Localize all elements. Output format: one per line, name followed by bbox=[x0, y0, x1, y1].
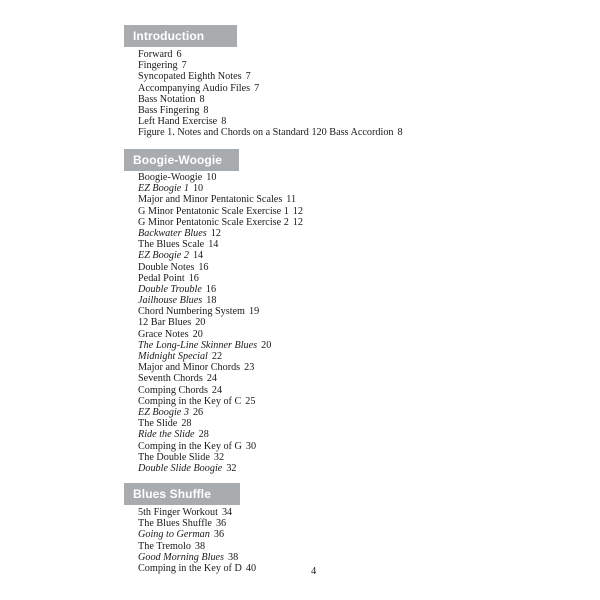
toc-entry-title: EZ Boogie 3 bbox=[138, 406, 189, 418]
toc-entry-title: The Slide bbox=[138, 418, 178, 430]
toc-entry-page: 11 bbox=[286, 194, 297, 206]
toc-entry bbox=[138, 441, 303, 452]
toc-entry-page: 16 bbox=[198, 261, 209, 273]
toc-entry-page: 20 bbox=[195, 317, 206, 329]
toc-entry-page: 38 bbox=[194, 540, 206, 552]
toc-entry-title: The Blues Shuffle bbox=[138, 518, 212, 530]
toc-entry-page: 34 bbox=[221, 507, 233, 518]
toc-entry-title: Backwater Blues bbox=[138, 227, 207, 239]
toc-entry bbox=[138, 507, 256, 518]
section-header-blues-shuffle: Blues Shuffle bbox=[124, 483, 240, 505]
toc-entry bbox=[138, 60, 403, 71]
toc-entry-page: 32 bbox=[213, 451, 225, 463]
toc-entry-page: 18 bbox=[206, 295, 217, 307]
toc-entry-title: Jailhouse Blues bbox=[138, 295, 203, 307]
toc-entry-page: 24 bbox=[206, 373, 217, 385]
toc-entry-title: Comping in the Key of C bbox=[138, 395, 242, 407]
toc-entry bbox=[138, 396, 303, 407]
toc-entry-title: Double Notes bbox=[138, 261, 195, 273]
toc-entry-page: 16 bbox=[205, 283, 217, 295]
section-header-introduction: Introduction bbox=[124, 25, 237, 47]
toc-entry-title: Pedal Point bbox=[138, 272, 185, 284]
toc-entry-title: Seventh Chords bbox=[138, 373, 203, 385]
toc-entry bbox=[138, 518, 256, 529]
toc-entry bbox=[138, 306, 303, 317]
toc-entry-page: 8 bbox=[221, 116, 227, 128]
toc-entry-page: 22 bbox=[211, 351, 223, 362]
toc-entry bbox=[138, 105, 403, 116]
toc-entry-page: 36 bbox=[213, 529, 225, 541]
toc-entry-title: Accompanying Audio Files bbox=[138, 82, 251, 94]
toc-entry bbox=[138, 295, 303, 306]
toc-entry-page: 10 bbox=[192, 183, 204, 195]
toc-entry-title: Double Trouble bbox=[138, 283, 202, 295]
toc-entry-page: 23 bbox=[244, 362, 255, 374]
toc-entry bbox=[138, 250, 303, 261]
toc-entry bbox=[138, 71, 403, 82]
toc-entry bbox=[138, 116, 403, 127]
toc-entry-title: Bass Fingering bbox=[138, 104, 200, 116]
toc-entry-title: EZ Boogie 2 bbox=[138, 250, 189, 262]
toc-entry-title: Major and Minor Chords bbox=[138, 362, 241, 374]
toc-entry bbox=[138, 407, 303, 418]
toc-entry bbox=[138, 94, 403, 105]
toc-entry bbox=[138, 194, 303, 205]
toc-entry bbox=[138, 552, 256, 563]
toc-entry bbox=[138, 529, 256, 540]
toc-entry-page: 16 bbox=[188, 272, 199, 284]
toc-entry-page: 24 bbox=[211, 384, 223, 396]
toc-entry-page: 12 bbox=[292, 205, 303, 217]
toc-entry-title: Bass Notation bbox=[138, 93, 196, 105]
entry-list-blues-shuffle bbox=[138, 507, 256, 574]
toc-entry bbox=[138, 329, 303, 340]
toc-entry-page: 8 bbox=[199, 93, 205, 105]
toc-entry-page: 40 bbox=[245, 562, 257, 574]
toc-entry-page: 32 bbox=[226, 462, 237, 474]
toc-entry-page: 10 bbox=[206, 172, 217, 183]
toc-entry-title: G Minor Pentatonic Scale Exercise 1 bbox=[138, 205, 289, 217]
toc-entry-page: 7 bbox=[181, 60, 187, 72]
toc-entry bbox=[138, 385, 303, 396]
toc-entry-page: 38 bbox=[228, 551, 239, 563]
toc-entry bbox=[138, 262, 303, 273]
toc-entry bbox=[138, 418, 303, 429]
toc-entry-page: 36 bbox=[215, 518, 227, 530]
toc-entry bbox=[138, 317, 303, 328]
toc-entry-title: Midnight Special bbox=[138, 351, 208, 362]
toc-entry bbox=[138, 340, 303, 351]
toc-entry bbox=[138, 83, 403, 94]
toc-entry-title: Going to German bbox=[138, 529, 210, 541]
toc-entry bbox=[138, 217, 303, 228]
toc-entry bbox=[138, 362, 303, 373]
toc-entry-title: EZ Boogie 1 bbox=[138, 183, 189, 195]
toc-entry-title: The Double Slide bbox=[138, 451, 210, 463]
toc-entry-title: Syncopated Eighth Notes bbox=[138, 71, 242, 83]
toc-entry-title: Left Hand Exercise bbox=[138, 116, 218, 128]
toc-entry-title: Fingering bbox=[138, 60, 178, 72]
toc-entry-page: 14 bbox=[208, 239, 219, 251]
toc-entry-page: 7 bbox=[254, 82, 260, 94]
toc-entry-title: Grace Notes bbox=[138, 328, 189, 340]
toc-entry-title: Comping in the Key of D bbox=[138, 562, 242, 574]
toc-entry bbox=[138, 228, 303, 239]
toc-entry-page: 8 bbox=[397, 127, 403, 139]
toc-entry-page: 28 bbox=[181, 418, 192, 430]
toc-entry-title: The Tremolo bbox=[138, 540, 191, 552]
toc-entry bbox=[138, 284, 303, 295]
toc-entry bbox=[138, 563, 256, 574]
toc-entry bbox=[138, 183, 303, 194]
toc-entry-title: Ride the Slide bbox=[138, 429, 195, 441]
toc-entry-title: Major and Minor Pentatonic Scales bbox=[138, 194, 283, 206]
toc-entry-page: 19 bbox=[248, 306, 260, 318]
toc-entry bbox=[138, 239, 303, 250]
toc-entry-title: G Minor Pentatonic Scale Exercise 2 bbox=[138, 216, 289, 228]
toc-entry-page: 6 bbox=[176, 49, 182, 60]
toc-entry-page: 26 bbox=[192, 406, 204, 418]
toc-entry-title: Double Slide Boogie bbox=[138, 462, 223, 474]
toc-entry bbox=[138, 452, 303, 463]
toc-entry bbox=[138, 429, 303, 440]
toc-entry-page: 12 bbox=[210, 227, 221, 239]
toc-entry bbox=[138, 49, 403, 60]
toc-entry bbox=[138, 172, 303, 183]
toc-entry-page: 14 bbox=[192, 250, 204, 262]
toc-entry bbox=[138, 463, 303, 474]
entry-list-boogie-woogie bbox=[138, 172, 303, 474]
page-number: 4 bbox=[311, 566, 317, 577]
toc-entry bbox=[138, 351, 303, 362]
toc-entry-title: Good Morning Blues bbox=[138, 551, 225, 563]
toc-entry-page: 8 bbox=[203, 104, 209, 116]
section-header-boogie-woogie: Boogie-Woogie bbox=[124, 149, 239, 171]
toc-entry bbox=[138, 273, 303, 284]
toc-entry-page: 25 bbox=[245, 395, 256, 407]
toc-entry-title: Figure 1. Notes and Chords on a Standard 120 Bass Accordion bbox=[138, 127, 394, 139]
toc-entry-page: 7 bbox=[245, 71, 251, 83]
toc-entry-page: 30 bbox=[245, 440, 257, 452]
toc-entry-title: The Blues Scale bbox=[138, 239, 205, 251]
toc-entry-title: Chord Numbering System bbox=[138, 306, 245, 318]
toc-entry-title: Comping Chords bbox=[138, 384, 208, 396]
toc-entry-title: Comping in the Key of G bbox=[138, 440, 242, 452]
toc-entry bbox=[138, 127, 403, 138]
toc-entry bbox=[138, 541, 256, 552]
toc-entry-title: 5th Finger Workout bbox=[138, 507, 218, 518]
toc-entry-title: 12 Bar Blues bbox=[138, 317, 192, 329]
entry-list-introduction bbox=[138, 49, 403, 139]
toc-entry bbox=[138, 206, 303, 217]
toc-entry bbox=[138, 373, 303, 384]
toc-entry-page: 28 bbox=[198, 429, 209, 441]
toc-entry-title: Forward bbox=[138, 49, 173, 60]
toc-entry-page: 12 bbox=[292, 216, 303, 228]
toc-entry-title: The Long-Line Skinner Blues bbox=[138, 339, 258, 351]
toc-entry-title: Boogie-Woogie bbox=[138, 172, 203, 183]
toc-entry-page: 20 bbox=[261, 339, 272, 351]
toc-entry-page: 20 bbox=[192, 328, 203, 340]
